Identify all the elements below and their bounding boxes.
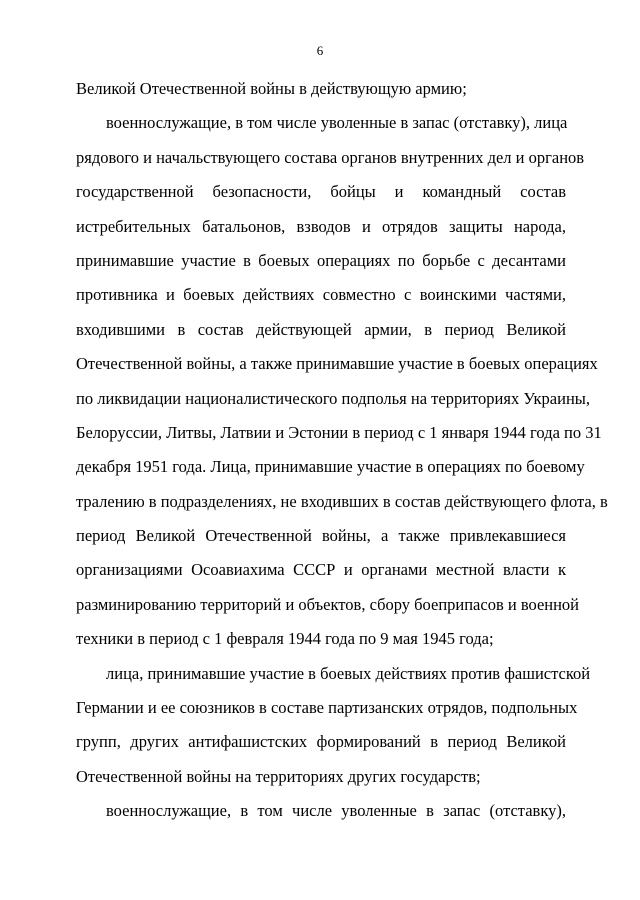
text-line: Белоруссии, Литвы, Латвии и Эстонии в период с 1 января 1944 года по 31	[76, 422, 602, 442]
text-line: принимавшие участие в боевых операциях по борьбе с десантами	[76, 250, 566, 270]
text-line: групп, других антифашистских формирований в период Великой	[76, 732, 566, 752]
text-line: по ликвидации националистического подполья на территориях Украины,	[76, 388, 591, 408]
text-line: декабря 1951 года. Лица, принимавшие участие в операциях по боевому	[76, 457, 585, 477]
text-line: рядового и начальствующего состава органов внутренних дел и органов	[76, 147, 585, 167]
text-line: период Великой Отечественной войны, а также привлекавшиеся	[76, 526, 566, 546]
text-line: Отечественной войны на территориях других государств;	[76, 766, 481, 786]
text-line: входившими в состав действующей армии, в период Великой	[76, 319, 566, 339]
text-line: организациями Осоавиахима СССР и органами местной власти к	[76, 560, 566, 580]
page-number: 6	[316, 43, 324, 58]
text-line: военнослужащие, в том числе уволенные в запас (отставку), лица	[106, 113, 568, 133]
text-line: лица, принимавшие участие в боевых действиях против фашистской	[106, 663, 591, 683]
text-line: истребительных батальонов, взводов и отрядов защиты народа,	[76, 216, 566, 236]
text-line: противника и боевых действиях совместно с воинскими частями,	[76, 285, 566, 305]
text-line: разминированию территорий и объектов, сбору боеприпасов и военной	[76, 594, 580, 614]
text-line: государственной безопасности, бойцы и командный состав	[76, 182, 566, 202]
document-body	[76, 72, 608, 829]
text-line: Германии и ее союзников в составе партизанских отрядов, подпольных	[76, 698, 578, 718]
text-line: техники в период с 1 февраля 1944 года по 9 мая 1945 года;	[76, 629, 494, 649]
text-line: Великой Отечественной войны в действующую армию;	[76, 79, 467, 98]
text-line: военнослужащие, в том числе уволенные в запас (отставку),	[106, 801, 566, 821]
text-line: Отечественной войны, а также принимавшие участие в боевых операциях	[76, 354, 598, 374]
text-line: тралению в подразделениях, не входивших в состав действующего флота, в	[76, 491, 608, 511]
